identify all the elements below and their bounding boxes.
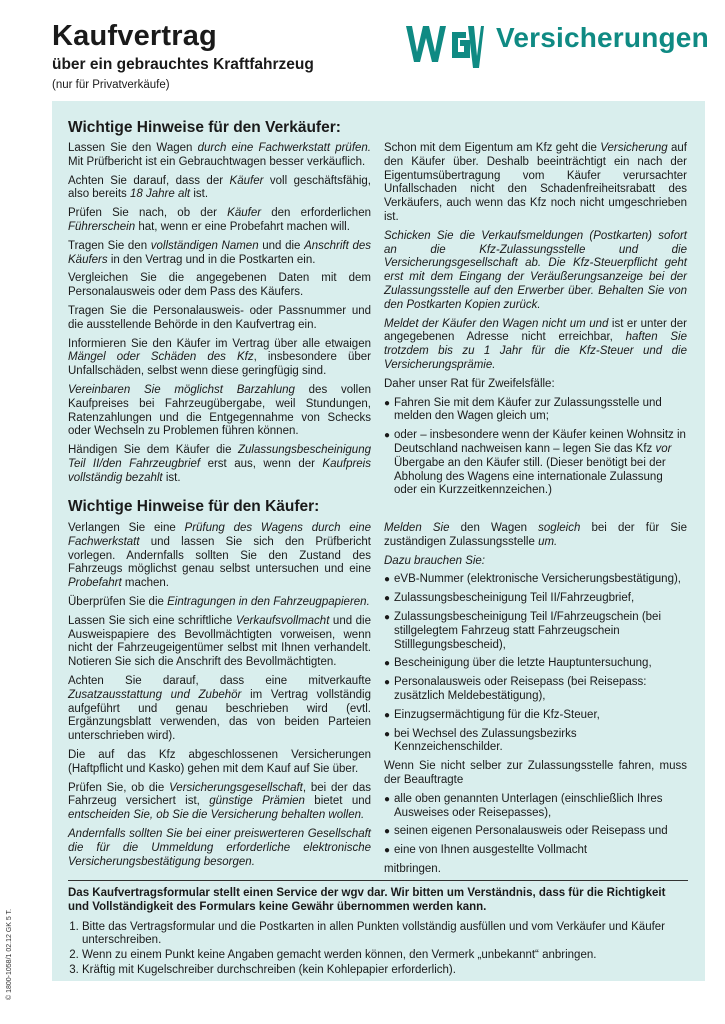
buyer-tip: Achten Sie darauf, dass eine mitverkaufte Zusatzausstattung und Zubehör im Vertrag vollständig aufgeführt und genau beschrieben wird (evtl. Ergänzungsblatt verwenden, das von beiden Parteien unterschrieben wird).	[68, 674, 371, 743]
list-item: ● Fahren Sie mit dem Käufer zur Zulassungsstelle und melden den Wagen gleich um;	[384, 397, 687, 425]
seller-tip: Informieren Sie den Käufer im Vertrag über alle etwaigen Mängel oder Schäden des Kfz, insbesondere über Unfallschäden, selbst wenn diese geringfügig sind.	[68, 337, 372, 378]
list-item: ● Bescheinigung über die letzte Hauptuntersuchung,	[384, 657, 687, 671]
page-subtitle: über ein gebrauchtes Kraftfahrzeug	[52, 56, 314, 73]
buyer-registration-note: Melden Sie den Wagen sogleich bei der für Sie zuständigen Zulassungsstelle um.	[384, 522, 687, 548]
buyer-right-column	[384, 522, 687, 882]
seller-advice-list	[384, 397, 687, 499]
buyer-proxy-list	[384, 793, 687, 858]
form-number: © 1800-1058/1 02.12 GK 5 T.	[6, 908, 13, 1000]
page-title: Kaufvertrag	[52, 20, 217, 52]
buyer-tip: Prüfen Sie, ob die Versicherungsgesellschaft, bei der das Fahrzeug versichert ist, günstige Prämien bietet und entscheiden Sie, ob Sie die Versicherung behalten wollen.	[68, 781, 372, 822]
seller-tip: Lassen Sie den Wagen durch eine Fachwerkstatt prüfen. Mit Prüfbericht ist ein Gebrauchtwagen besser verkäuflich.	[68, 142, 371, 168]
wgv-logo	[404, 22, 484, 72]
list-item: 3. Kräftig mit Kugelschreiber durchschreiben (kein Kohlepapier erforderlich).	[82, 964, 688, 978]
seller-left-column	[68, 142, 371, 491]
seller-heading: Wichtige Hinweise für den Verkäufer:	[68, 119, 341, 136]
seller-tip: Händigen Sie dem Käufer die Zulassungsbescheinigung Teil II/den Fahrzeugbrief erst aus, wenn der Kaufpreis vollständig bezahlt ist.	[68, 444, 371, 484]
disclaimer: Das Kaufvertragsformular stellt einen Service der wgv dar. Wir bitten um Verständnis, dass für die Richtigkeit und Vollständigkeit des Formulars keine Gewähr übernommen werden kann.	[68, 887, 666, 913]
buyer-tip: Lassen Sie sich eine schriftliche Verkaufsvollmacht und die Ausweispapiere des Bevollmächtigten vorweisen, wenn nicht der Fahrzeugeigentümer selbst mit Ihnen verhandelt. Notieren Sie sich die Anschrift des Bevollmächtigten.	[68, 614, 371, 669]
list-item: 1. Bitte das Vertragsformular und die Postkarten in allen Punkten vollständig ausfüllen und vom Verkäufer und Käufer unterschreiben.	[82, 921, 688, 949]
buyer-requirements-intro: Dazu brauchen Sie:	[384, 554, 486, 567]
page-note: (nur für Privatverkäufe)	[52, 79, 170, 91]
buyer-left-column	[68, 522, 371, 874]
seller-postcard-note: Schicken Sie die Verkaufsmeldungen (Postkarten) sofort an die Kfz-Zulassungsstelle und die Versicherungsgesellschaft ab. Die Kfz-Steuerpflicht geht erst mit dem Eingang der Veräußerungsanzeige bei der Zulassungsstelle auf den Erwerber über. Behalten Sie von den Postkarten Kopien zurück.	[384, 229, 687, 311]
list-item: ● oder – insbesondere wenn der Käufer keinen Wohnsitz in Deutschland nachweisen kann – legen Sie das Kfz vor Übergabe an den Käufer still. (Dieser benötigt bei der Abholung des Wagens eine internationale Zulassung oder ein Kurzzeitkennzeichen.)	[384, 429, 687, 498]
buyer-tip: Andernfalls sollten Sie bei einer preiswerteren Gesellschaft die für die Ummeldung erforderliche elektronische Versicherungsbestätigung besorgen.	[68, 827, 371, 868]
footer-notes	[68, 880, 688, 979]
list-item: ● Zulassungsbescheinigung Teil II/Fahrzeugbrief,	[384, 592, 687, 606]
buyer-proxy-note: Wenn Sie nicht selber zur Zulassungsstelle fahren, muss der Beauftragte	[384, 760, 687, 786]
seller-tip: Vergleichen Sie die angegebenen Daten mit dem Personalausweis oder dem Pass des Käufers.	[68, 272, 371, 299]
seller-insurance-note: Schon mit dem Eigentum am Kfz geht die Versicherung auf den Käufer über. Deshalb beeinträchtigt ein nach der Eigentumsübertragung vom Käufer verursachter Unfallschaden nicht den Schadenfreiheitsrabatt des Verkäufers, auch wenn das Kfz noch nicht umgeschrieben ist.	[384, 142, 687, 223]
seller-tip: Tragen Sie den vollständigen Namen und die Anschrift des Käufers in den Vertrag und in die Postkarten ein.	[68, 239, 371, 266]
seller-right-column	[384, 142, 687, 503]
list-item: ● Einzugsermächtigung für die Kfz-Steuer,	[384, 709, 687, 723]
buyer-requirements-list	[384, 573, 687, 755]
list-item: ● eine von Ihnen ausgestellte Vollmacht	[384, 844, 687, 858]
list-item: ● bei Wechsel des Zulassungsbezirks Kennzeichenschilder.	[384, 728, 687, 756]
seller-tip: Prüfen Sie nach, ob der Käufer den erforderlichen Führerschein hat, wenn er eine Probefahrt machen will.	[68, 207, 371, 233]
buyer-heading: Wichtige Hinweise für den Käufer:	[68, 498, 320, 515]
seller-liability-note: Meldet der Käufer den Wagen nicht um und ist er unter der angegebenen Adresse nicht erreichbar, haften Sie trotzdem bis zu 1 Jahr für die Kfz-Steuer und die Versicherungsprämie.	[384, 317, 687, 371]
seller-tip: Achten Sie darauf, dass der Käufer voll geschäftsfähig, also bereits 18 Jahre alt ist.	[68, 174, 371, 201]
buyer-tip: Die auf das Kfz abgeschlossenen Versicherungen (Haftpflicht und Kasko) gehen mit dem Kauf auf Sie über.	[68, 748, 371, 775]
list-item: ● Personalausweis oder Reisepass (bei Reisepass: zusätzlich Meldebestätigung),	[384, 676, 687, 704]
list-item: ● alle oben genannten Unterlagen (einschließlich Ihres Ausweises oder Reisepasses),	[384, 793, 687, 821]
seller-tip: Vereinbaren Sie möglichst Barzahlung des vollen Kaufpreises bei Fahrzeugübergabe, weil Stundungen, Ratenzahlungen und die Entgegennahme von Schecks oder Wechseln zu Problemen führen können.	[68, 383, 372, 438]
brand-name: Versicherungen	[496, 22, 709, 53]
buyer-tip: Überprüfen Sie die Eintragungen in den Fahrzeugpapieren.	[68, 595, 370, 608]
buyer-proxy-end: mitbringen.	[384, 862, 441, 875]
seller-tip: Tragen Sie die Personalausweis- oder Passnummer und die ausstellende Behörde in den Kaufvertrag ein.	[68, 304, 371, 331]
list-item: ● eVB-Nummer (elektronische Versicherungsbestätigung),	[384, 573, 687, 587]
list-item: ● seinen eigenen Personalausweis oder Reisepass und	[384, 825, 687, 839]
list-item: 2. Wenn zu einem Punkt keine Angaben gemacht werden können, den Vermerk „unbekannt“ anbringen.	[82, 949, 688, 963]
list-item: ● Zulassungsbescheinigung Teil I/Fahrzeugschein (bei stillgelegtem Fahrzeug statt Fahrzeugschein Stilllegungsbescheid),	[384, 611, 687, 652]
buyer-tip: Verlangen Sie eine Prüfung des Wagens durch eine Fachwerkstatt und lassen Sie sich den Prüfbericht vorlegen. Andernfalls sollten Sie den Zustand des Fahrzeugs möglichst genau selbst untersuchen und eine Probefahrt machen.	[68, 522, 371, 590]
instructions-list	[68, 921, 688, 978]
seller-advice-intro: Daher unser Rat für Zweifelsfälle:	[384, 377, 555, 390]
